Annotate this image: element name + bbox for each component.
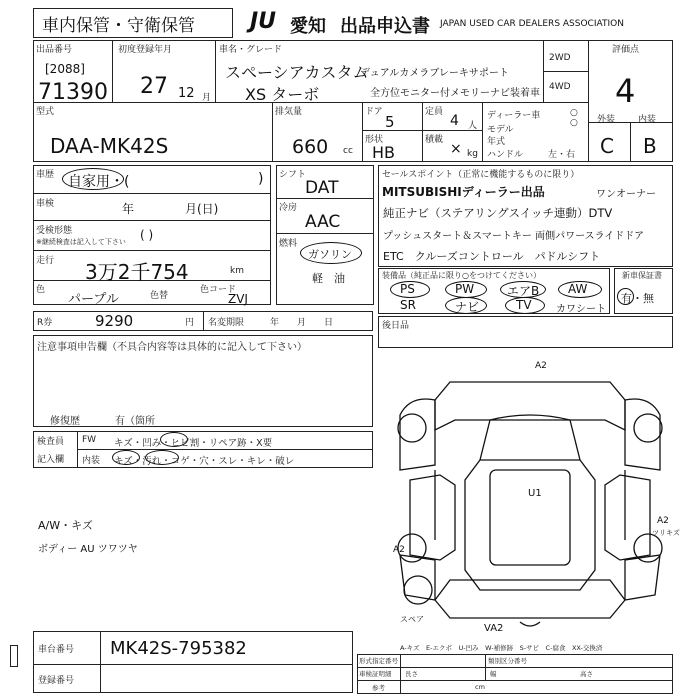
lot-bracket: [2088] [45,62,85,76]
shift-value: DAT [305,178,339,198]
aux-label: 受検形態 [36,226,73,236]
reg-label: 初度登録年月 [118,45,173,55]
color-value: パープル [68,292,119,307]
chassis-label: 車台番号 [38,645,75,655]
inspector-row-1: キズ・凹み・ヒビ割・リペア跡・X要 [114,438,273,449]
color-label: 色 [36,285,46,295]
type-label: 型式 [36,107,55,117]
drive-4wd: 4WD [549,82,571,92]
diagram-va2: VA2 [484,623,504,634]
equip-airbag: エアB [507,284,540,298]
warranty-label: 新車保証書 [622,271,662,280]
cap-label: 定員 [425,107,444,117]
color-change-label: 色替 [150,291,169,301]
lot-number: 71390 [38,80,108,105]
load-value: × [450,141,462,157]
reg-month: 12 [178,86,195,101]
dealer-handle: ハンドル [487,150,524,160]
inspector-row-2: キズ・汚れ・コゲ・穴・スレ・キレ・破レ [114,456,295,467]
diagram-a2-left: A2 [393,545,405,555]
category-label: 車内保管・守衛保管 [42,16,195,36]
handnote-2: ボディー AU ツワツヤ [38,544,138,555]
diagram-spare: スペア [400,615,424,624]
equip-ps: PS [400,282,415,296]
bottom-b7: 参考 [372,684,385,692]
load-label: 積載 [425,135,444,145]
handle-side: 左・右 [548,150,576,160]
inspection-label: 車検 [36,199,55,209]
lot-label: 出品番号 [36,45,73,55]
fuel-label: 燃料 [279,239,298,249]
warranty-value: 有・無 [621,292,654,305]
mileage-label: 走行 [36,256,55,266]
bottom-cm: cm [475,683,485,691]
chassis-value: MK42S-795382 [110,638,247,659]
later-label: 後日品 [382,321,410,331]
recycle-value: 9290 [95,312,134,330]
scratch-circle [112,450,140,465]
diagram-legend: A-キズ E-エクボ U-凹み W-補修跡 S-サビ C-腐食 XX-交換済 [400,644,603,652]
color-code-label: 色コード [200,285,237,295]
sales-line4: ETC クルーズコントロール パドルシフト [383,250,601,263]
model-option-1: デュアルカメラブレーキサポート [360,68,509,79]
sales-line1b: ワンオーナー [596,189,656,200]
equip-leather: カワシート [556,304,606,315]
model-name: スペーシアカスタム [225,63,369,82]
recycle-unit: 円 [185,318,195,328]
equip-pw: PW [455,282,475,296]
aux-sub: ※継続検査は記入して下さい [36,238,126,246]
dealer-year: 年式 [487,137,506,147]
repair-value: 有（箇所 [115,416,155,427]
reg-month-unit: 月 [202,93,212,103]
form-title: 出品申込書 [340,16,430,37]
fuel-diesel: 軽 油 [312,272,345,285]
bottom-b6: 高さ [580,670,593,678]
inspection-year: 年 [122,202,135,216]
score-value: 4 [615,72,636,110]
equip-nav: ナビ [455,300,480,314]
inspector-fw: FW [82,435,97,445]
history-close: ) [258,171,264,187]
inspector-label-1: 検査員 [37,437,65,447]
mileage-value: 3万2千754 [85,260,189,284]
diagram-a2-top: A2 [535,361,547,371]
disp-value: 660 [292,136,329,158]
dirt-circle [145,450,179,465]
model-option-2: 全方位モニター付メモリーナビ装着車 [370,88,540,99]
sales-line3: プッシュスタート＆スマートキー 両側パワースライドドア [383,231,644,242]
inspector-int: 内装 [82,456,101,466]
aux-paren: ( ) [140,228,154,242]
doors-value: 5 [385,113,395,131]
shift-label: シフト [279,170,307,180]
later-block [378,316,673,348]
dent-circle [160,432,188,447]
ext-score: C [600,134,614,158]
bottom-b5: 幅 [490,670,497,678]
drive-2wd: 2WD [549,53,571,63]
inspector-label-2: 記入欄 [37,455,65,465]
assoc-name: JAPAN USED CAR DEALERS ASSOCIATION [440,19,624,29]
load-unit: kg [467,149,478,159]
diagram-a2-right: A2 [657,516,669,526]
history-value: 自家用・( [68,174,130,190]
disp-label: 排気量 [275,107,303,117]
regno-label: 登録番号 [38,676,75,686]
recycle-label: R券 [37,318,53,328]
body-label: 形状 [365,135,384,145]
doors-label: ドア [365,107,383,117]
score-label: 評価点 [612,45,640,55]
sales-line1a: MITSUBISHIディーラー出品 [382,185,545,199]
cap-value: 4 [450,113,459,129]
disp-unit: cc [343,146,353,156]
type-value: DAA-MK42S [50,134,169,158]
int-label: 内装 [638,115,657,125]
ju-logo: JU [250,9,277,34]
inspection-month: 月(日) [185,202,219,216]
model-grade: XS ターボ [245,85,320,104]
diagram-u1: U1 [528,488,542,499]
bottom-b2: 類別区分番号 [488,657,527,665]
equip-sr: SR [400,298,416,312]
dealer-circle-marks: ○ ○ [570,108,578,128]
cool-label: 冷房 [279,203,298,213]
ext-label: 外装 [597,115,616,125]
notes-label: 注意事項申告欄（不具合内容等は具体的に記入して下さい） [37,342,307,353]
body-value: HB [372,143,396,162]
model-label: 車名・グレード [219,45,283,55]
fuel-gas: ガソリン [308,248,352,261]
int-score: B [643,134,657,158]
equip-aw: AW [568,282,588,296]
cap-unit: 人 [468,121,478,131]
reg-year: 27 [140,74,168,99]
name-change-date: 年 月 日 [270,318,334,328]
color-code: ZVJ [228,292,248,306]
car-damage-diagram [380,360,680,650]
regno-side-mark [10,645,18,667]
diagram-scratch-note: ツリキズ [652,529,680,537]
cool-value: AAC [305,212,341,232]
dealer-car: ディーラー車 [487,111,541,121]
sales-label: セールスポイント（正常に機能するものに限り） [382,170,580,180]
repair-label: 修復歴 [50,416,80,427]
history-label: 車歴 [36,170,55,180]
equip-label: 装備品（純正品に限り○をつけてください） [382,271,541,280]
equip-tv: TV [516,298,532,312]
name-change-label: 名変期限 [208,318,245,328]
sales-line2: 純正ナビ（ステアリングスイッチ連動）DTV [383,206,613,220]
dealer-model: モデル [487,125,514,135]
handnote-1: A/W・キズ [38,519,93,532]
bottom-b4: 長さ [405,670,418,678]
bottom-b3: 車検証明細 [359,670,392,678]
mileage-unit: km [230,266,244,276]
org-name: 愛知 [290,16,326,37]
bottom-b1: 形式指定番号 [359,657,398,665]
